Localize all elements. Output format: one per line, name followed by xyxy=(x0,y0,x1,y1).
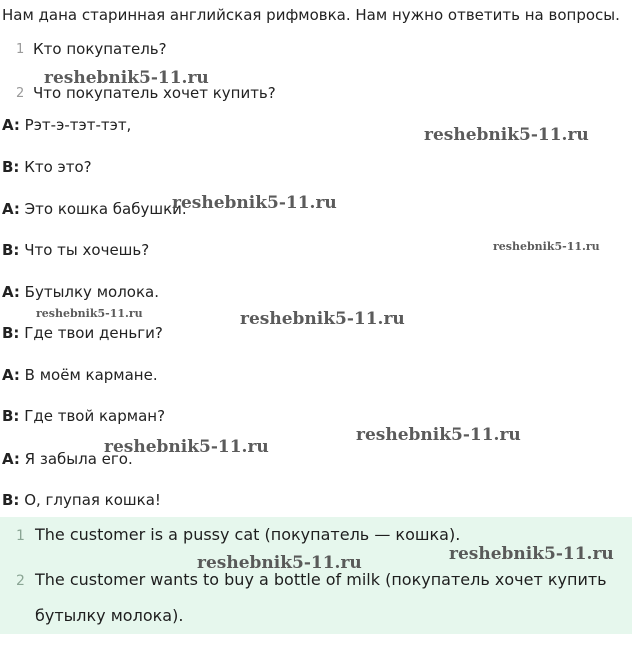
question-number: 1 xyxy=(16,42,25,57)
intro-text: Нам дана старинная английская рифмовка. Нам нужно ответить на вопросы. xyxy=(2,6,620,24)
dialogue-line xyxy=(2,241,149,259)
speaker-label: B: xyxy=(2,491,20,509)
dialogue-text: Рэт-э-тэт-тэт, xyxy=(19,116,132,134)
dialogue-text: В моём кармане. xyxy=(19,366,158,384)
dialogue-line xyxy=(2,407,165,425)
dialogue-line xyxy=(2,283,159,301)
watermark: reshebnik5-11.ru xyxy=(493,240,600,253)
dialogue-text: Где твои деньги? xyxy=(19,324,163,342)
question-number: 2 xyxy=(16,86,25,101)
answer-text-continued: бутылку молока). xyxy=(35,606,184,625)
speaker-label: A: xyxy=(2,200,20,218)
question-text: Что покупатель хочет купить? xyxy=(33,84,276,102)
dialogue-text: Что ты хочешь? xyxy=(19,241,150,259)
watermark: reshebnik5-11.ru xyxy=(356,425,521,445)
watermark: reshebnik5-11.ru xyxy=(172,193,337,213)
dialogue-line xyxy=(2,324,163,342)
watermark: reshebnik5-11.ru xyxy=(424,125,589,145)
question-text: Кто покупатель? xyxy=(33,40,167,58)
dialogue-text: Я забыла его. xyxy=(19,450,133,468)
speaker-label: B: xyxy=(2,158,20,176)
dialogue-text: О, глупая кошка! xyxy=(19,491,161,509)
dialogue-line xyxy=(2,491,161,509)
watermark: reshebnik5-11.ru xyxy=(104,437,269,457)
dialogue-line xyxy=(2,366,158,384)
watermark: reshebnik5-11.ru xyxy=(240,309,405,329)
answer-text: The customer wants to buy a bottle of milk (покупатель хочет купить xyxy=(35,570,607,589)
dialogue-text: Бутылку молока. xyxy=(19,283,159,301)
watermark: reshebnik5-11.ru xyxy=(44,68,209,88)
answer-text: The customer is a pussy cat (покупатель — кошка). xyxy=(35,525,461,544)
dialogue-text: Это кошка бабушки. xyxy=(19,200,187,218)
dialogue-text: Кто это? xyxy=(19,158,92,176)
answer-number: 2 xyxy=(16,573,25,589)
dialogue-line xyxy=(2,200,187,218)
speaker-label: B: xyxy=(2,241,20,259)
watermark: reshebnik5-11.ru xyxy=(449,544,614,564)
speaker-label: A: xyxy=(2,116,20,134)
speaker-label: A: xyxy=(2,366,20,384)
watermark: reshebnik5-11.ru xyxy=(197,553,362,573)
watermark: reshebnik5-11.ru xyxy=(36,307,143,320)
speaker-label: A: xyxy=(2,283,20,301)
speaker-label: B: xyxy=(2,407,20,425)
dialogue-line xyxy=(2,116,131,134)
speaker-label: A: xyxy=(2,450,20,468)
dialogue-line xyxy=(2,158,92,176)
speaker-label: B: xyxy=(2,324,20,342)
answer-number: 1 xyxy=(16,528,25,544)
dialogue-text: Где твой карман? xyxy=(19,407,166,425)
